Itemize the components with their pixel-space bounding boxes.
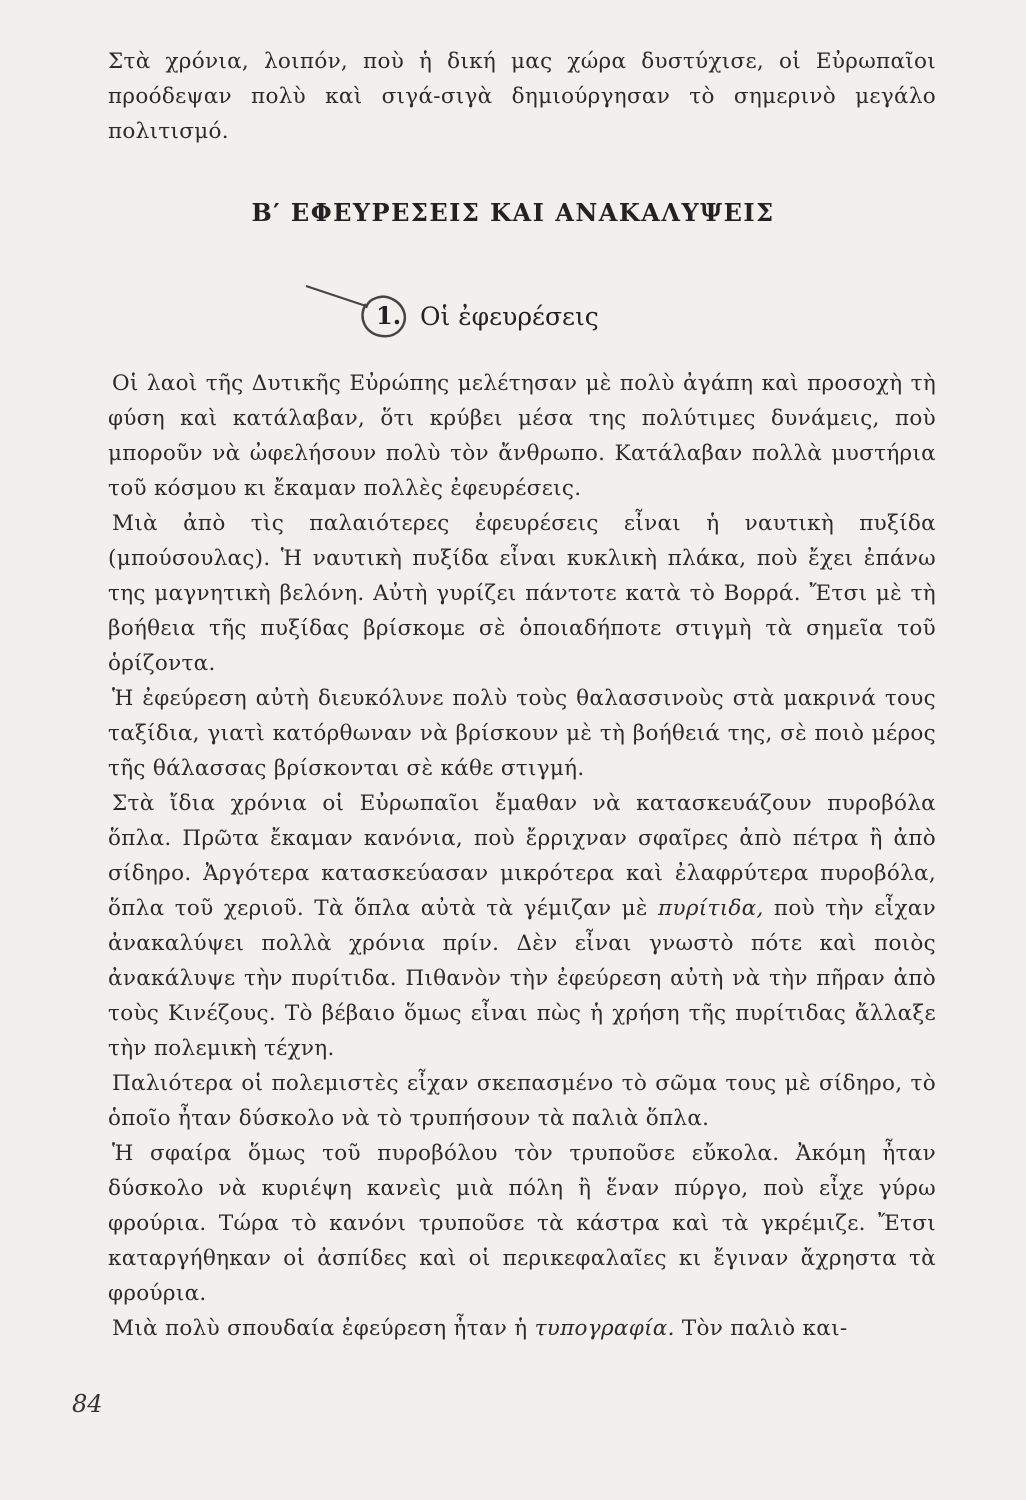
paragraph [108, 1311, 936, 1346]
paragraph: Ἡ ἐφεύρεση αὐτὴ διευκόλυνε πολὺ τοὺς θαλασσινοὺς στὰ μακρινά τους ταξίδια, γιατὶ κατόρθωναν νὰ βρίσκουν μὲ τὴ βοήθειά της, σὲ ποιὸ μέρος τῆς θάλασσας βρίσκονται σὲ κάθε στιγμή. [108, 686, 936, 781]
section-heading: Β′ ΕΦΕΥΡΕΣΕΙΣ ΚΑΙ ΑΝΑΚΑΛΥΨΕΙΣ [251, 198, 775, 227]
subsection-number: 1. [376, 301, 402, 330]
paragraph-text: Μιὰ πολὺ σπουδαία ἐφεύρεση ἦταν ἡ [112, 1316, 535, 1341]
emphasis-term: πυρίτιδα, [658, 896, 764, 921]
body-text [108, 366, 936, 1346]
circled-number [368, 298, 404, 334]
paragraph: Μιὰ ἀπὸ τὶς παλαιότερες ἐφευρέσεις εἶναι ἡ ναυτικὴ πυξίδα (μπούσουλας). Ἡ ναυτικὴ πυξίδα εἶναι κυκλικὴ πλάκα, ποὺ ἔχει ἐπάνω της μαγνητικὴ βελόνη. Αὐτὴ γυρίζει πάντοτε κατὰ τὸ Βορρά. Ἔτσι μὲ τὴ βοήθεια τῆς πυξίδας βρίσκομε σὲ ὁποιαδήποτε στιγμὴ τὰ σημεῖα τοῦ ὁρίζοντα. [108, 511, 936, 676]
intro-paragraph [108, 44, 936, 149]
page-number: 84 [72, 1390, 103, 1418]
paragraph-text: Τὸν παλιὸ και- [674, 1316, 848, 1341]
paragraph-text: Στὰ ἴδια χρόνια οἱ Εὐρωπαῖοι ἔμαθαν νὰ κατασκευάζουν πυροβόλα ὅπλα. Πρῶτα ἔκαμαν κανόνια, ποὺ ἔρριχναν σφαῖρες ἀπὸ πέτρα ἢ ἀπὸ σίδηρο. Ἀργότερα κατασκεύασαν μικρότερα καὶ ἐλαφρύτερα πυροβόλα, ὅπλα τοῦ χεριοῦ. Τὰ ὅπλα αὐτὰ τὰ γέμιζαν μὲ [108, 791, 936, 921]
subsection-heading [368, 294, 599, 338]
paragraph-text: ποὺ τὴν εἶχαν ἀνακαλύψει πολλὰ χρόνια πρίν. Δὲν εἶναι γνωστὸ πότε καὶ ποιὸς ἀνακάλυψε τὴν πυρίτιδα. Πιθανὸν τὴν ἐφεύρεση αὐτὴ νὰ τὴν πῆραν ἀπὸ τοὺς Κινέζους. Τὸ βέβαιο ὅμως εἶναι πὼς ἡ χρήση τῆς πυρίτιδας ἄλλαξε τὴν πολεμικὴ τέχνη. [108, 896, 936, 1061]
paragraph: Παλιότερα οἱ πολεμιστὲς εἶχαν σκεπασμένο τὸ σῶμα τους μὲ σίδηρο, τὸ ὁποῖο ἦταν δύσκολο νὰ τὸ τρυπήσουν τὰ παλιὰ ὅπλα. [108, 1071, 936, 1131]
subsection-title: Οἱ ἐφευρέσεις [420, 301, 599, 331]
paragraph: Οἱ λαοὶ τῆς Δυτικῆς Εὐρώπης μελέτησαν μὲ πολὺ ἀγάπη καὶ προσοχὴ τὴ φύση καὶ κατάλαβαν, ὅτι κρύβει μέσα της πολύτιμες δυνάμεις, ποὺ μποροῦν νὰ ὠφελήσουν πολὺ τὸν ἄνθρωπο. Κατάλαβαν πολλὰ μυστήρια τοῦ κόσμου κι ἔκαμαν πολλὲς ἐφευρέσεις. [108, 371, 936, 501]
emphasis-term: τυπογραφία. [534, 1316, 675, 1341]
paragraph [108, 786, 936, 1066]
paragraph: Ἡ σφαίρα ὅμως τοῦ πυροβόλου τὸν τρυποῦσε εὔκολα. Ἀκόμη ἦταν δύσκολο νὰ κυριέψη κανεὶς μιὰ πόλη ἢ ἕναν πύργο, ποὺ εἶχε γύρω φρούρια. Τώρα τὸ κανόνι τρυποῦσε τὰ κάστρα καὶ τὰ γκρέμιζε. Ἔτσι καταργήθηκαν οἱ ἀσπίδες καὶ οἱ περικεφαλαῖες κι ἔγιναν ἄχρηστα τὰ φρούρια. [108, 1141, 936, 1306]
intro-text: Στὰ χρόνια, λοιπόν, ποὺ ἡ δική μας χώρα δυστύχισε, οἱ Εὐρωπαῖοι προόδεψαν πολὺ καὶ σιγά-σιγὰ δημιούργησαν τὸ σημερινὸ μεγάλο πολιτισμό. [108, 49, 936, 144]
